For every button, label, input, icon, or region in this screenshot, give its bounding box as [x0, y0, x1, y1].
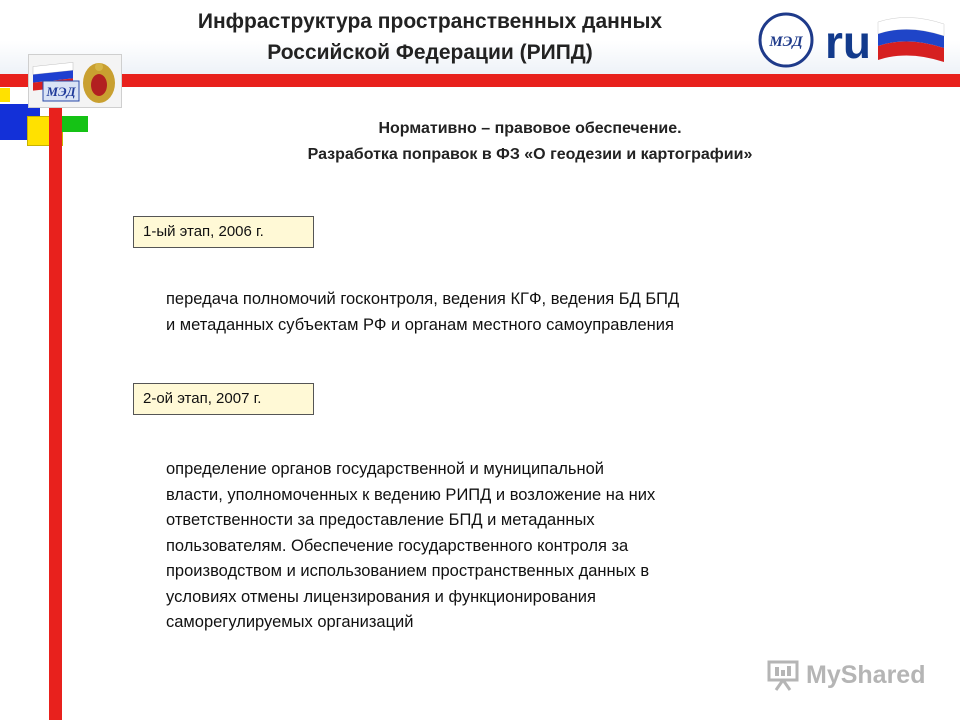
- stage-2-line: саморегулируемых организаций: [166, 613, 414, 631]
- ministry-ru-logo: [758, 8, 948, 72]
- heading-line-2: Разработка поправок в ФЗ «О геодезии и картографии»: [307, 146, 753, 163]
- heading-line-1: Нормативно – правовое обеспечение.: [378, 120, 682, 137]
- stage-2-line: производством и использованием пространственных данных в: [166, 562, 650, 580]
- stage-2-line: пользователям. Обеспечение государственного контроля за: [166, 536, 629, 555]
- emblem-logo: [28, 54, 122, 108]
- stage-1-description: [166, 287, 846, 338]
- stage-2-line: ответственности за предоставление БПД и метаданных: [166, 511, 595, 529]
- myshared-watermark: [766, 654, 936, 696]
- red-horizontal-rail: [0, 74, 960, 87]
- page-title: [120, 6, 740, 68]
- stage-2-line: власти, уполномоченных к ведению РИПД и возложение на них: [166, 485, 656, 504]
- logo-med-text: МЭД: [46, 84, 76, 99]
- stage-2-line: условиях отмены лицензирования и функционирования: [166, 587, 596, 606]
- ru-flag-logo-icon: [758, 8, 948, 72]
- logo-ru-text: ru: [825, 16, 871, 68]
- title-line-2: Российской Федерации (РИПД): [267, 41, 593, 64]
- stage-2-label-box: 2-ой этап, 2007 г.: [133, 383, 314, 415]
- stage-1-line: передача полномочий госконтроля, ведения КГФ, ведения БД БПД: [166, 290, 680, 308]
- stage-1-label-box: 1-ый этап, 2006 г.: [133, 216, 314, 248]
- stage-2-description: [166, 457, 846, 636]
- svg-text:МЭД: МЭД: [769, 34, 803, 50]
- presentation-board-icon: [766, 658, 800, 692]
- stage-1-line: и метаданных субъектам РФ и органам местного самоуправления: [166, 315, 674, 334]
- red-vertical-rail: [49, 74, 62, 720]
- title-line-1: Инфраструктура пространственных данных: [197, 10, 663, 33]
- section-heading: [200, 116, 860, 168]
- decor-square-yellow-top: [0, 88, 10, 102]
- watermark-text: MyShared: [806, 660, 926, 689]
- stage-2-line: определение органов государственной и муниципальной: [166, 460, 605, 478]
- flag-and-coat-of-arms-icon: [29, 55, 121, 107]
